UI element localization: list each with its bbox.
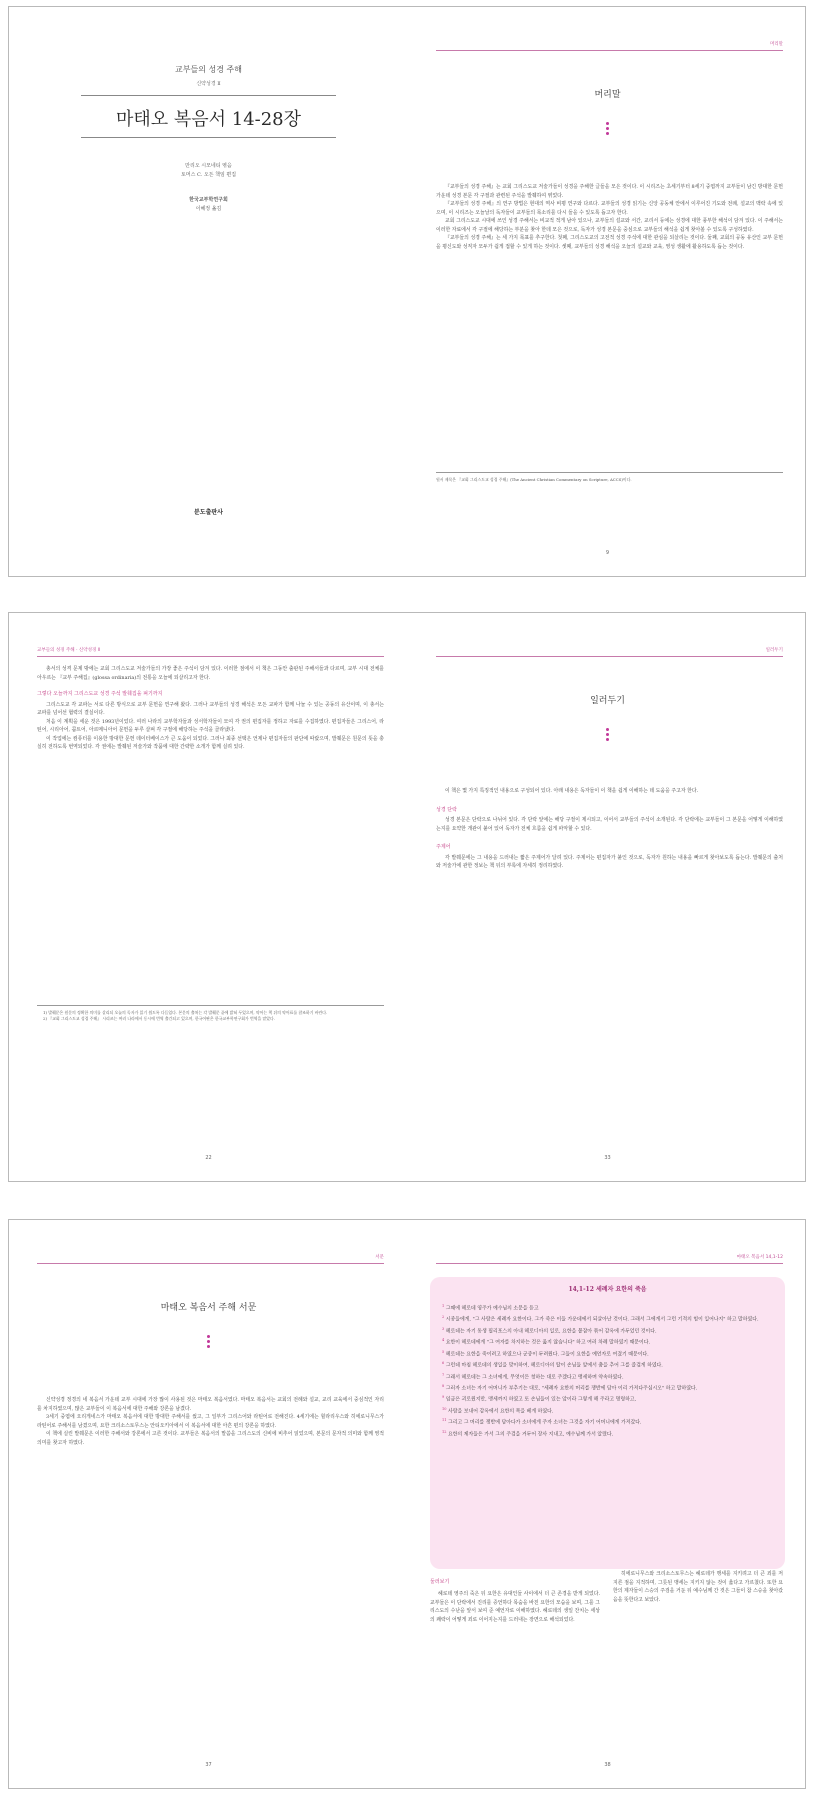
verse-text: 시종들에게, "그 사람은 세례자 요한이다. 그가 죽은 이들 가운데에서 되살아난 것이다. 그래서 그에게서 그런 기적의 힘이 일어나지" 하고 말하였다. [445,1317,759,1324]
verse [442,1302,771,1313]
footnote: 2) 『교회 그리스도교 성경 주해』 시리즈는 여러 나라에서 동시에 번역 출간되고 있으며, 한국어판은 한국교부학연구회가 번역을 맡았다. [43,1016,275,1022]
introduction-body [37,665,384,752]
paragraph: 신약성경 정경의 네 복음서 가운데 교부 시대에 가장 많이 사용된 것은 마태오 복음서였다. 마태오 복음서는 교회의 전례와 설교, 교리 교육에서 중심적인 자리를 차지하였으며, 많은 교부들이 이 복음서에 대한 주해와 강론을 남겼다. [37,1397,384,1412]
verse [442,1382,771,1393]
page-number: 22 [205,1155,212,1161]
subhead-overview: 둘러보기 [430,1579,450,1585]
preface-page [408,7,807,576]
overview-column-2 [613,1570,783,1604]
guide-title: 일러두기 [590,696,625,706]
verse-number: 3 [442,1326,445,1331]
cover-series-volume: 신약성경 Ⅱ [196,81,221,87]
verse-text: 헤로데는 자기 동생 필리포스의 아내 헤로디아의 일로, 요한을 붙잡아 묶어 감옥에 가두었던 것이다. [445,1328,657,1335]
header-rule [436,50,783,51]
page-number: 37 [205,1762,212,1768]
cover-author-2: 토머스 C. 오든 책임 편집 [180,172,237,178]
verse [442,1393,771,1404]
cover-rule-top [81,95,336,96]
matthew-introduction-title: 마태오 복음서 주해 서문 [160,1303,257,1313]
running-header: 일러두기 [765,648,783,653]
verse-text: 그러자 소녀는 자기 어머니가 부추기는 대로, "세례자 요한의 머리를 쟁반에 담아 이리 가져다주십시오" 하고 말하였다. [445,1385,698,1392]
ornament-dots [206,1335,210,1350]
spread-3 [8,1219,806,1789]
cover-title: 마태오 복음서 14-28장 [115,109,302,130]
cover-author-1: 만리오 시모네티 엮음 [185,163,232,169]
paragraph: 이 작업에는 컴퓨터를 이용한 방대한 문헌 데이터베이스가 큰 도움이 되었다. 그러나 최종 선택은 언제나 편집자들의 판단에 따랐으며, 발췌문은 원문의 뜻을 충실히 전하도록 번역되었다. 각 권에는 발췌된 저술가와 작품에 대한 간략한 소개가 함께 실려 있다. [37,735,384,750]
verse-number: 7 [442,1372,445,1377]
preface-body [436,183,783,251]
paragraph: 이 책은 몇 가지 특징적인 내용으로 구성되어 있다. 아래 내용은 독자들이 이 책을 쉽게 이해하는 데 도움을 주고자 한다. [445,788,699,794]
section-subhead: 그렇다 오늘까지 그리스도교 성경 주석 발췌집을 펴기까지 [37,691,163,697]
footnotes [37,1005,384,1023]
verse-text: 그리고 그 머리를 쟁반에 담아다가 소녀에게 주자 소녀는 그것을 자기 어머니에게 가져갔다. [448,1419,642,1426]
paragraph: 처음 이 계획을 세운 것은 1993년이었다. 여러 나라의 교부학자들과 성서학자들이 모여 각 권의 편집자를 정하고 자료를 수집하였다. 편집자들은 그리스어, 라틴어, 시리아어, 콥트어, 아르메니아어 문헌을 두루 살펴 각 구절에 해당하는 주석을 골라냈다. [37,718,384,733]
guide-body [436,787,783,871]
paragraph: 『교부들의 성경 주해』는 세 가지 목표를 추구한다. 첫째, 그리스도교의 고전적 성경 주석에 대한 관심을 되살리는 것이다. 둘째, 교회의 공동 유산인 교부 문헌을 평신도와 성직자 모두가 쉽게 접할 수 있게 하는 것이다. 셋째, 교부들의 성경 해석을 오늘의 설교와 교육, 영성 생활에 활용하도록 돕는 것이다. [436,235,783,250]
paragraph: 각 발췌문에는 그 내용을 드러내는 짧은 주제어가 달려 있다. 주제어는 편집자가 붙인 것으로, 독자가 원하는 내용을 빠르게 찾아보도록 돕는다. 발췌문의 출처와 저술가에 관한 정보는 책 뒤의 부록에 자세히 정리하였다. [436,854,783,869]
cover-translators [9,196,408,214]
cover-translator-org: 한국교부학연구회 [189,197,228,203]
preface-title: 머리말 [594,90,621,100]
verse [442,1416,771,1427]
footnote: 1) 발췌문은 원문의 정확한 의미를 살리되 오늘의 독자가 읽기 쉽도록 다듬었다. 본문의 출처는 각 발췌문 끝에 밝혀 두었으며, 약어는 책 뒤의 약어표를 참조하기 바란다. [43,1010,328,1015]
page-number: 33 [604,1155,611,1161]
verse-number: 5 [442,1349,445,1354]
verse-text: 그래서 헤로데는 그 소녀에게, 무엇이든 청하는 대로 주겠다고 맹세하며 약속하였다. [445,1374,624,1381]
subhead-keywords: 주제어 [436,844,451,850]
verse-number: 4 [442,1338,445,1343]
verse-number: 1 [442,1304,445,1308]
header-rule [436,656,783,657]
verse-number: 10 [442,1406,447,1411]
scripture-box-title: 14,1-12 세례자 요한의 죽음 [568,1286,647,1293]
running-header: 교부들의 성경 주해 · 신약성경 Ⅱ [37,648,100,653]
overview-column-1 [430,1590,600,1624]
verse-number: 8 [442,1383,445,1388]
paragraph: 그리스도교 각 교파는 서로 다른 방식으로 교부 문헌을 연구해 왔다. 그러나 교부들의 성경 해석은 모든 교파가 함께 나눌 수 있는 공동의 유산이며, 이 총서는 교파를 넘어선 협력의 결실이다. [37,701,384,716]
cover-translator: 이혜정 옮김 [195,206,222,212]
guide-page [408,613,807,1181]
cover-authors [9,162,408,180]
ornament-dots [605,122,609,137]
paragraph: 『교부들의 성경 주해』의 연구 방법은 현대의 역사 비평 연구와 다르다. 교부들의 성경 읽기는 신앙 공동체 안에서 이루어진 기도와 전례, 설교의 맥락 속에 있으며, 이 시리즈는 오늘날의 독자들이 교부들의 목소리를 다시 들을 수 있도록 돕고자 한다. [436,201,783,216]
scripture-box [430,1277,785,1569]
spread-1 [8,6,806,577]
paragraph: 『교부들의 성경 주해』는 교회 그리스도교 저술가들이 성경을 주해한 글들을 모은 것이다. 이 시리즈는 초세기부터 8세기 중엽까지 교부들이 남긴 방대한 문헌 가운데 성경 본문 각 구절과 관련된 주석을 발췌하여 엮었다. [436,184,783,199]
matthew-introduction-page [9,1220,408,1788]
verse [442,1325,771,1336]
verse-text: 헤로데는 요한을 죽이려고 하였으나 군중이 두려웠다. 그들이 요한을 예언자로 여겼기 때문이다. [445,1351,649,1358]
header-rule [37,1263,384,1264]
verse-text: 임금은 괴로웠지만, 맹세까지 하였고 또 손님들이 있는 앞이라 그렇게 해 주라고 명령하고, [445,1397,637,1403]
header-rule [37,656,384,657]
ornament-dots [605,728,609,743]
paragraph: 교회 그리스도교 시대에 쓰인 성경 주해서는 비교적 적게 남아 있으나, 교부들의 설교와 서간, 교리서 등에는 성경에 대한 풍부한 해석이 담겨 있다. 이 주해서는 이러한 자료에서 각 구절에 해당하는 부분을 찾아 한데 모은 것으로, 독자가 성경 본문을 중심으로 교부들의 해석을 쉽게 찾아볼 수 있도록 구성하였다. [436,218,783,233]
paragraph: 이 책에 실린 발췌문은 이러한 주해서와 강론에서 고른 것이다. 교부들은 복음서의 말씀을 그리스도의 신비에 비추어 읽었으며, 본문의 문자적 의미와 함께 영적 의미를 찾고자 하였다. [37,1431,384,1446]
running-header: 머리말 [769,42,783,47]
paragraph: 헤로데 영주의 죽은 뒤 요한은 유대인들 사이에서 더 큰 존경을 받게 되었다. 교부들은 이 단락에서 진리를 증언하다 목숨을 바친 요한의 모습을 보며, 그를 그리스도의 수난을 앞서 보여 준 예언자로 이해하였다. 헤로데의 생일 잔치는 세상의 쾌락이 어떻게 죄로 이어지는지를 드러내는 장면으로 해석되었다. [430,1591,600,1623]
verse-text: 사람을 보내어 감옥에서 요한의 목을 베게 하였다. [448,1408,554,1415]
verse-text: 그때에 헤로데 영주가 예수님의 소문을 듣고 [445,1305,539,1312]
preface-footnote: 원서 제목은 『교회 그리스도교 성경 주해』(The Ancient Christian Commentary on Scripture, ACCS)이다. [436,472,783,483]
verse-list [442,1302,771,1439]
introduction-page [9,613,408,1181]
commentary-page [408,1220,807,1788]
verse-number: 2 [442,1315,445,1320]
verse-text: 요한의 제자들은 가서 그의 주검을 거두어 장사 지내고, 예수님께 가서 알렸다. [448,1431,614,1438]
verse-number: 6 [442,1361,445,1366]
paragraph: 총서의 성격 문제 밖에는 교회 그리스도교 저술가들의 가장 좋은 주석이 담겨 있다. 이러한 점에서 이 책은 그동안 출판된 주해서들과 다르며, 교부 시대 전체를 아우르는 『교부 주해집』(glossa ordinaria)의 전통을 오늘에 되살리고자 한다. [37,666,384,681]
verse [442,1359,771,1370]
cover-publisher: 분도출판사 [194,509,223,516]
running-header: 서문 [375,1255,384,1260]
page-number: 38 [604,1762,611,1768]
verse-text: 요한이 헤로데에게 "그 여자를 차지하는 것은 옳지 않습니다" 하고 여러 차례 말하였기 때문이다. [445,1339,651,1346]
header-rule [436,1263,783,1264]
matthew-introduction-body [37,1396,384,1447]
spread-2 [8,612,806,1182]
verse [442,1348,771,1359]
subhead-scripture-section: 성경 단락 [436,806,457,813]
running-header: 마태오 복음서 14,1-12 [736,1255,783,1260]
paragraph: 3세기 중엽에 오리게네스가 마태오 복음서에 대한 방대한 주해서를 썼고, 그 일부가 그리스어와 라틴어로 전해진다. 4세기에는 힐라리우스와 히에로니무스가 라틴어로 주해서를 남겼으며, 요한 크리소스토무스는 안티오키아에서 이 복음서에 대한 아흔 편의 강론을 하였다. [37,1414,384,1429]
verse-number: 12 [442,1429,447,1434]
page-number: 9 [605,550,610,556]
verse [442,1313,771,1324]
verse [442,1336,771,1347]
verse-number: 11 [442,1418,447,1423]
verse-number: 9 [442,1395,445,1400]
cover-page [9,7,408,576]
verse [442,1428,771,1439]
verse-text: 그런데 마침 헤로데의 생일을 맞이하여, 헤로디아의 딸이 손님들 앞에서 춤을 추어 그를 즐겁게 하였다. [445,1362,663,1369]
paragraph: 성경 본문은 단락으로 나뉘어 있다. 각 단락 앞에는 해당 구절이 제시되고, 이어서 교부들의 주석이 소개된다. 각 단락에는 교부들이 그 본문을 어떻게 이해하였는지를 요약한 개관이 붙어 있어 독자가 전체 흐름을 쉽게 파악할 수 있다. [436,817,783,832]
verse [442,1405,771,1416]
verse [442,1371,771,1382]
cover-series: 교부들의 성경 주해 [175,65,242,74]
paragraph: 히에로니무스와 크리소스토무스는 헤로데가 맹세를 지키려고 더 큰 죄를 저지른 점을 지적하며, 그릇된 맹세는 지키지 않는 것이 옳다고 가르쳤다. 또한 요한의 제자들이 스승의 주검을 거둔 뒤 예수님께 간 것은 그들이 참 스승을 찾아갔음을 뜻한다고 보았다. [613,1571,783,1603]
cover-rule-bottom [81,137,336,138]
